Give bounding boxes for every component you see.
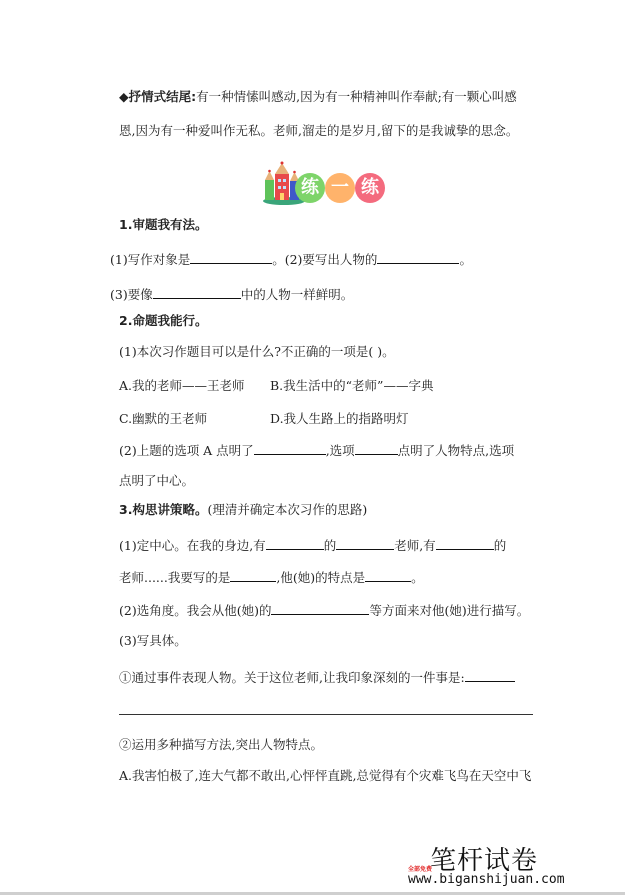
answer-blank-noun-1[interactable] [336, 536, 394, 550]
answer-blank-like-whom[interactable] [153, 285, 241, 299]
answer-blank-character-trait[interactable] [377, 250, 459, 264]
p1-d: 的 [493, 538, 507, 553]
option-c: C.幽默的王老师 [119, 411, 208, 426]
q2-prefix: (2)上题的选项 A 点明了 [119, 443, 254, 458]
section-3-p3: (3)写具体。 [119, 633, 187, 648]
p2-b: 等方面来对他(她)进行描写。 [369, 603, 530, 618]
q2-middle: ,选项 [325, 443, 355, 458]
watermark-free-tag: 全部免费 [408, 866, 433, 873]
section-3-title: 3.构思讲策略。 [119, 502, 208, 517]
closing-line-1 [119, 89, 517, 105]
answer-blank-option-a[interactable] [254, 441, 326, 455]
watermark-url: www.biganshijuan.com [408, 872, 565, 887]
section-2-title: 2.命题我能行。 [119, 313, 208, 328]
item1-text: ①通过事件表现人物。关于这位老师,让我印象深刻的一件事是: [119, 670, 465, 685]
answer-blank-option-trait[interactable] [355, 441, 398, 455]
practice-banner [262, 160, 388, 206]
p1-line2-a: 老师......我要写的是 [119, 570, 231, 585]
section-3-item2: ②运用多种描写方法,突出人物特点。 [119, 737, 323, 752]
section-1-q3 [110, 285, 353, 303]
option-a: A.我的老师——王老师 [119, 378, 245, 393]
option-d: D.我人生路上的指路明灯 [270, 411, 409, 426]
closing-label: ◆抒情式结尾: [119, 89, 197, 104]
p1-line2-c: 。 [411, 570, 424, 585]
answer-blank-who[interactable] [230, 568, 276, 582]
p1-c: 老师,有 [394, 538, 436, 553]
q2-end: 点明了人物特点,选项 [397, 443, 515, 458]
closing-text-1: 有一种情愫叫感动,因为有一种精神叫作奉献;有一颗心叫感 [196, 89, 517, 104]
banner-char-3: 练 [355, 173, 385, 203]
section-3-item-a: A.我害怕极了,连大气都不敢出,心怦怦直跳,总觉得有个灾难飞鸟在天空中飞 [119, 768, 532, 783]
q1-middle: 。(2)要写出人物的 [272, 252, 378, 267]
section-3-heading [119, 502, 367, 518]
q1-end: 。 [459, 252, 472, 267]
section-3-p1-line2 [119, 568, 424, 586]
answer-blank-trait[interactable] [365, 568, 411, 582]
answer-line-event[interactable] [119, 714, 533, 715]
answer-blank-writing-subject[interactable] [190, 250, 272, 264]
p1-b: 的 [323, 538, 337, 553]
section-2-q2-line2: 点明了中心。 [119, 473, 195, 488]
section-1-title: 1.审题我有法。 [119, 217, 208, 232]
section-3-item1 [119, 668, 515, 686]
answer-blank-adj-1[interactable] [266, 536, 324, 550]
q3-prefix: (3)要像 [110, 287, 153, 302]
section-2-q2 [119, 441, 514, 459]
section-3-subtitle: (理清并确定本次习作的思路) [207, 502, 368, 517]
answer-blank-adj-2[interactable] [436, 536, 494, 550]
p2-a: (2)选角度。我会从他(她)的 [119, 603, 272, 618]
section-2-q1: (1)本次习作题目可以是什么?不正确的一项是( )。 [119, 344, 395, 359]
closing-line-2: 恩,因为有一种爱叫作无私。老师,溜走的是岁月,留下的是我诚挚的思念。 [119, 123, 519, 138]
option-b: B.我生活中的“老师”——字典 [270, 378, 434, 393]
banner-char-1: 练 [295, 173, 325, 203]
section-1-q1 [110, 250, 472, 268]
watermark-logo [408, 840, 565, 890]
p1-line2-b: ,他(她)的特点是 [276, 570, 366, 585]
section-3-p2 [119, 601, 529, 619]
watermark-title: 笔杆试卷 [430, 846, 539, 876]
q1-prefix: (1)写作对象是 [110, 252, 191, 267]
answer-blank-event[interactable] [465, 668, 515, 682]
q3-end: 中的人物一样鲜明。 [240, 287, 354, 302]
section-3-p1 [119, 536, 506, 554]
p1-a: (1)定中心。在我的身边,有 [119, 538, 266, 553]
banner-char-2: 一 [325, 173, 355, 203]
answer-blank-aspects[interactable] [271, 601, 369, 615]
